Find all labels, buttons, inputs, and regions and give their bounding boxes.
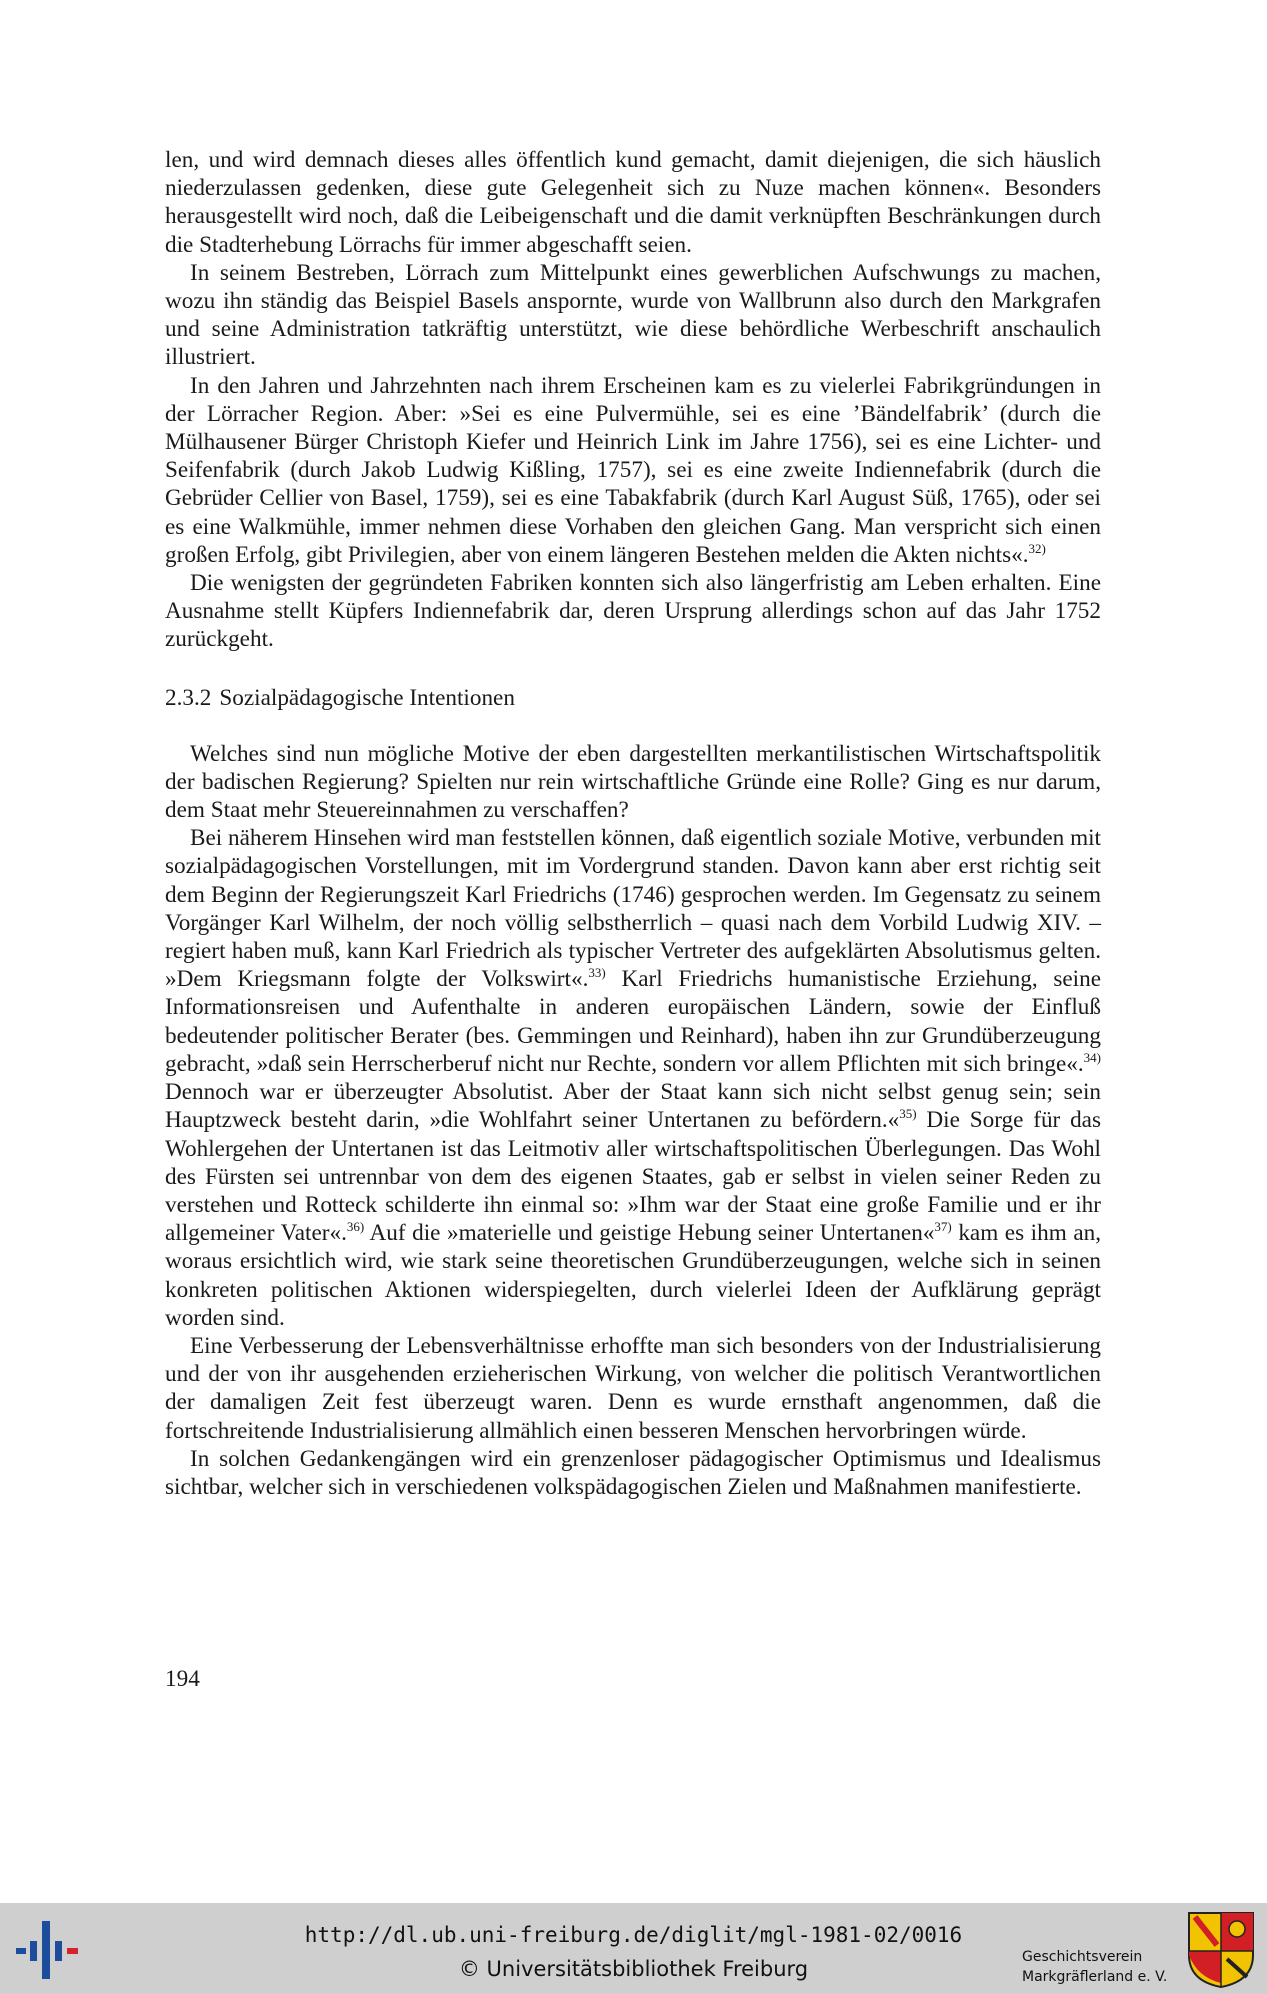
document-url-link[interactable]: http://dl.ub.uni-freiburg.de/diglit/mgl-1981-02/0016 [304,1923,963,1947]
footnote-ref: 36) [346,1219,365,1235]
paragraph-text: Auf die »materielle und geistige Hebung seiner Untertanen« [364,1220,935,1247]
footnote-ref: 34) [1083,1049,1101,1065]
paragraph: Die wenigsten der gegründeten Fabriken konnten sich also längerfristig am Leben erhalten. Eine Ausnahme stellt Küpfers Indiennefabrik dar, deren Ursprung allerdings schon auf das Jahr 1752 zurückgeht. [165,570,1101,653]
copyright-text: © Universitätsbibliothek Freiburg [458,1957,809,1981]
page-number: 194 [165,1666,200,1692]
society-name [1022,1947,1182,1987]
section-title: Sozialpädagogische Intentionen [219,684,515,711]
paragraph: Eine Verbesserung der Lebensverhältnisse erhoffte man sich besonders von der Industrialisierung und der von ihr ausgehenden erzieherischen Wirkung, von welcher die politisch Verantwortlichen der damaligen Zeit fest überzeugt waren. Denn es wurde ernsthaft angenommen, daß die fortschreitende Industrialisierung allmählich einen besseren Menschen hervorbringen würde. [165,1332,1101,1444]
society-name-line2: Markgräflerland e. V. [1022,1969,1168,1985]
society-name-line1: Geschichtsverein [1022,1949,1143,1965]
paragraph [165,372,1101,569]
paragraph-text: Dennoch war er überzeugter Absolutist. Aber der Staat kann sich nicht selbst genug sein; sein Hauptzweck besteht darin, »die Wohlfahrt seiner Untertanen zu befördern.« [165,1079,1101,1134]
paragraph: In seinem Bestreben, Lörrach zum Mittelpunkt eines gewerblichen Aufschwungs zu machen, wozu ihn ständig das Beispiel Basels anspornte, wurde von Wallbrunn also durch den Markgrafen und seine Administration tatkräftig unterstützt, wie diese behördliche Werbeschrift anschaulich illustriert. [165,259,1101,371]
paragraph-text: In den Jahren und Jahrzehnten nach ihrem Erscheinen kam es zu vielerlei Fabrikgründungen in der Lörracher Region. Aber: »Sei es eine Pulvermühle, sei es eine ’Bändelfabrik’ (durch die Mülhausener Bürger Christoph Kiefer und Heinrich Link im Jahre 1756), sei es eine Lichter- und Seifenfabrik (durch Jakob Ludwig Kißling, 1757), sei es eine zweite Indiennefabrik (durch die Gebrüder Cellier von Basel, 1759), sei es eine Tabakfabrik (durch Karl August Süß, 1765), oder sei es eine Walkmühle, immer nehmen diese Vorhaben den gleichen Gang. Man verspricht sich einen großen Erfolg, gibt Privilegien, aber von einem längeren Bestehen melden die Akten nichts«. [165,372,1101,568]
footnote-ref: 33) [588,965,606,981]
coat-of-arms-icon[interactable] [1187,1911,1255,1989]
footer-bar [0,1903,1267,1994]
paragraph-text: Karl Friedrichs humanistische Erziehung, seine Informationsreisen und Aufenthalte in anderen europäischen Ländern, sowie der Einfluß bedeutender politischer Berater (bes. Gemmingen und Reinhard), haben ihn zur Grundüberzeugung gebracht, »daß sein Herrscherberuf nicht nur Rechte, sondern vor allem Pflichten mit sich bringe«. [165,966,1101,1077]
paragraph: len, und wird demnach dieses alles öffentlich kund gemacht, damit diejenigen, die sich häuslich niederzulassen gedenken, diese gute Gelegenheit sich zu Nuze machen können«. Besonders herausgestellt wird noch, daß die Leibeigenschaft und die damit verknüpften Beschränkungen durch die Stadterhebung Lörrachs für immer abgeschafft seien. [165,147,1101,258]
footnote-ref: 32) [1028,540,1046,556]
paragraph-text: Die Sorge für das Wohlergehen der Untertanen ist das Leitmotiv aller wirtschaftspolitischen Überlegungen. Das Wohl des Fürsten sei untrennbar von dem des eigenen Staates, gab er selbst in vielen seiner Reden zu verstehen und Rotteck schilderte ihn einmal so: »Ihm war der Staat eine große Familie und er ihr allgemeiner Vater«. [165,1107,1101,1247]
footnote-ref: 35) [899,1106,917,1122]
paragraph-text: Bei näherem Hinsehen wird man feststellen können, daß eigentlich soziale Motive, verbunden mit sozialpädagogischen Vorstellungen, mit im Vordergrund standen. Davon kann aber erst richtig seit dem Beginn der Regierungszeit Karl Friedrichs (1746) gesprochen werden. Im Gegensatz zu seinem Vorgänger Karl Wilhelm, der noch völlig selbstherrlich – quasi nach dem Vorbild Ludwig XIV. – regiert haben muß, kann Karl Friedrich als typischer Vertreter des aufgeklärten Absolutismus gelten. »Dem Kriegsmann folgte der Volkswirt«. [165,825,1101,993]
page-body [165,146,1101,1501]
section-heading [165,684,1101,712]
paragraph: Welches sind nun mögliche Motive der eben dargestellten merkantilistischen Wirtschaftspolitik der badischen Regierung? Spielten nur rein wirtschaftliche Gründe eine Rolle? Ging es nur darum, dem Staat mehr Steuereinnahmen zu verschaffen? [165,740,1101,824]
paragraph [165,824,1101,1332]
footnote-ref: 37) [934,1219,952,1235]
paragraph: In solchen Gedankengängen wird ein grenzenloser pädagogischer Optimismus und Idealismus sichtbar, welcher sich in verschiedenen volkspädagogischen Zielen und Maßnahmen manifestierte. [165,1445,1101,1500]
paragraph-text: kam es ihm an, woraus ersichtlich wird, wie stark seine theoretischen Grundüberzeugungen, welche sich in seinen konkreten politischen Aktionen widerspiegelten, durch vielerlei Ideen der Aufklärung geprägt worden sind. [165,1220,1101,1331]
section-number: 2.3.2 [165,684,212,711]
